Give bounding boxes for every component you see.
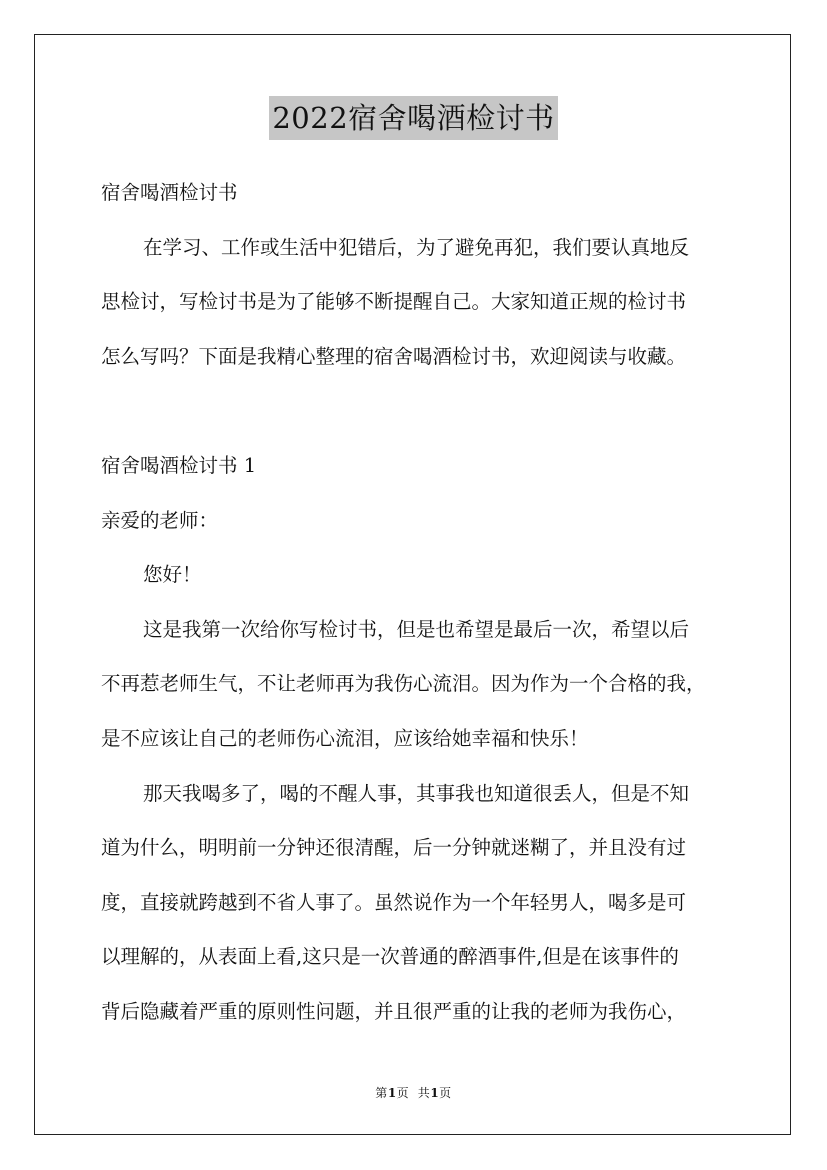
paragraph-line: 道为什么，明明前一分钟还很清醒，后一分钟就迷糊了，并且没有过 [101,836,687,860]
paragraph-line: 怎么写吗？下面是我精心整理的宿舍喝酒检讨书，欢迎阅读与收藏。 [101,344,687,368]
paragraph-line: 背后隐藏着严重的原则性问题，并且很严重的让我的老师为我伤心， [101,999,687,1023]
page-footer [0,1084,827,1101]
paragraph-line: 思检讨，写检讨书是为了能够不断提醒自己。大家知道正规的检讨书 [101,290,687,314]
paragraph-line: 这是我第一次给你写检讨书，但是也希望是最后一次，希望以后 [143,617,690,641]
paragraph-line: 那天我喝多了，喝的不醒人事，其事我也知道很丢人，但是不知 [143,781,690,805]
section-heading: 宿舍喝酒检讨书 [101,181,238,204]
title-container [0,96,827,140]
page-number: 1 [387,1086,397,1100]
footer-total-suffix: 页 [439,1086,452,1100]
total-pages: 1 [430,1086,440,1100]
paragraph-line: 不再惹老师生气，不让老师再为我伤心流泪。因为作为一个合格的我， [101,672,706,696]
document-title: 2022宿舍喝酒检讨书 [269,96,557,140]
section-heading: 宿舍喝酒检讨书 1 [101,453,257,477]
footer-page-suffix: 页 共 [396,1086,431,1100]
paragraph-line: 度，直接就跨越到不省人事了。虽然说作为一个年轻男人，喝多是可 [101,890,687,914]
blank-line [101,394,741,449]
greeting: 您好！ [143,563,202,587]
document-body [101,176,741,1050]
footer-prefix: 第 [375,1086,388,1100]
salutation: 亲爱的老师： [101,508,219,532]
paragraph-line: 在学习、工作或生活中犯错后，为了避免再犯，我们要认真地反 [143,235,690,259]
paragraph-line: 以理解的，从表面上看,这只是一次普通的醉酒事件,但是在该事件的 [101,945,679,969]
paragraph-line: 是不应该让自己的老师伤心流泪，应该给她幸福和快乐！ [101,726,589,750]
